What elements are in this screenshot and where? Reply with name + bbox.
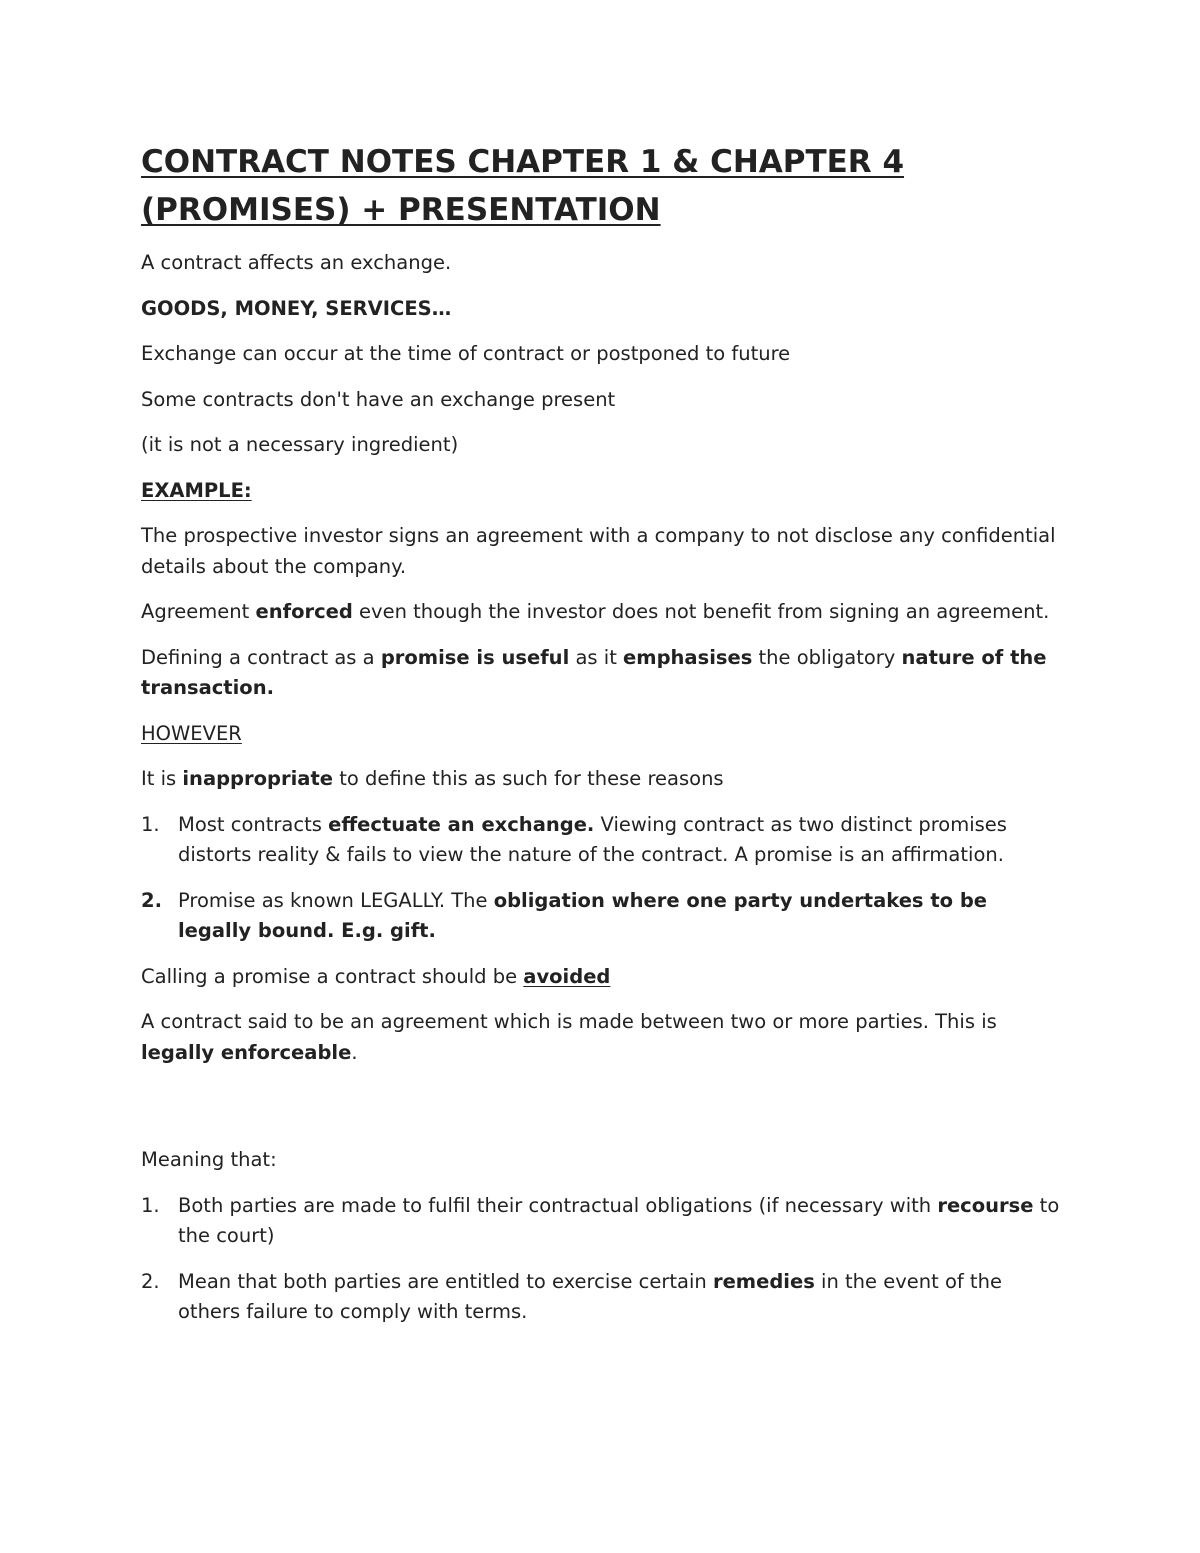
paragraph-defining (141, 643, 1061, 704)
paragraph-exchange-timing: Exchange can occur at the time of contract or postponed to future (141, 342, 791, 365)
bold-text: promise is useful (380, 645, 570, 669)
text: to the court) (178, 1193, 1060, 1247)
list-item (141, 1267, 1061, 1328)
text: . (351, 1040, 358, 1064)
paragraph-meaning: Meaning that: (141, 1148, 277, 1171)
example-heading: EXAMPLE: (141, 478, 252, 502)
text: Promise as known LEGALLY. The (178, 888, 494, 912)
bold-text: obligation where one party undertakes to be legally bound. E.g. gift. (178, 888, 988, 942)
document-page (141, 138, 1061, 1343)
paragraph-avoided (141, 962, 1061, 993)
list-item (141, 1191, 1061, 1252)
paragraph-no-exchange: Some contracts don't have an exchange present (141, 387, 616, 411)
paragraph-agreement-definition (141, 1007, 1061, 1068)
bold-text: emphasises (623, 645, 753, 669)
title-line-2: (PROMISES) + PRESENTATION (141, 192, 661, 228)
bold-text: nature of the transaction. (141, 645, 1047, 699)
bold-text: legally enforceable (141, 1040, 352, 1064)
paragraph-inappropriate (141, 764, 1061, 795)
list-number: 1. (141, 1193, 160, 1217)
text: the obligatory (752, 645, 902, 669)
list-item (141, 810, 1061, 871)
blank-line (141, 1083, 1061, 1145)
list-number: 2. (141, 888, 162, 912)
document-title (141, 138, 1061, 234)
bold-text: inappropriate (182, 767, 333, 790)
however-heading: HOWEVER (141, 721, 242, 745)
paragraph-not-necessary: (it is not a necessary ingredient) (141, 433, 459, 456)
meaning-list (141, 1191, 1061, 1328)
bold-text: effectuate an exchange. (328, 812, 595, 836)
list-item (141, 886, 1061, 947)
paragraph-agreement-enforced (141, 597, 1061, 628)
reasons-list (141, 810, 1061, 947)
text: It is (141, 767, 183, 790)
text: to define this as such for these reasons (333, 767, 724, 790)
title-line-1: CONTRACT NOTES CHAPTER 1 & CHAPTER 4 (141, 144, 905, 180)
paragraph-investor: The prospective investor signs an agreement with a company to not disclose any confidential details about the company. (141, 524, 1056, 578)
bold-text: remedies (712, 1269, 815, 1293)
text: Most contracts (178, 812, 329, 836)
bold-underlined-text: avoided (523, 964, 611, 988)
text: Defining a contract as a (141, 645, 381, 669)
paragraph-exchange: A contract affects an exchange. (141, 251, 452, 274)
text: Mean that both parties are entitled to exercise certain (178, 1269, 713, 1293)
text: in the event of the others failure to comply with terms. (178, 1269, 1002, 1323)
text: Both parties are made to fulfil their contractual obligations (if necessary with (178, 1193, 938, 1217)
text: Viewing contract as two distinct promises distorts reality & fails to view the nature of the contract. A promise is an affirmation. (178, 812, 1007, 866)
list-number: 2. (141, 1269, 160, 1293)
bold-text: recourse (937, 1193, 1034, 1217)
paragraph-goods: GOODS, MONEY, SERVICES… (141, 296, 452, 320)
text: A contract said to be an agreement which is made between two or more parties. This is (141, 1010, 997, 1033)
list-number: 1. (141, 812, 160, 836)
text: Agreement (141, 600, 256, 623)
text: Calling a promise a contract should be (141, 964, 524, 988)
bold-text: enforced (255, 600, 353, 623)
text: even though the investor does not benefit from signing an agreement. (352, 600, 1050, 623)
text: as it (569, 645, 624, 669)
